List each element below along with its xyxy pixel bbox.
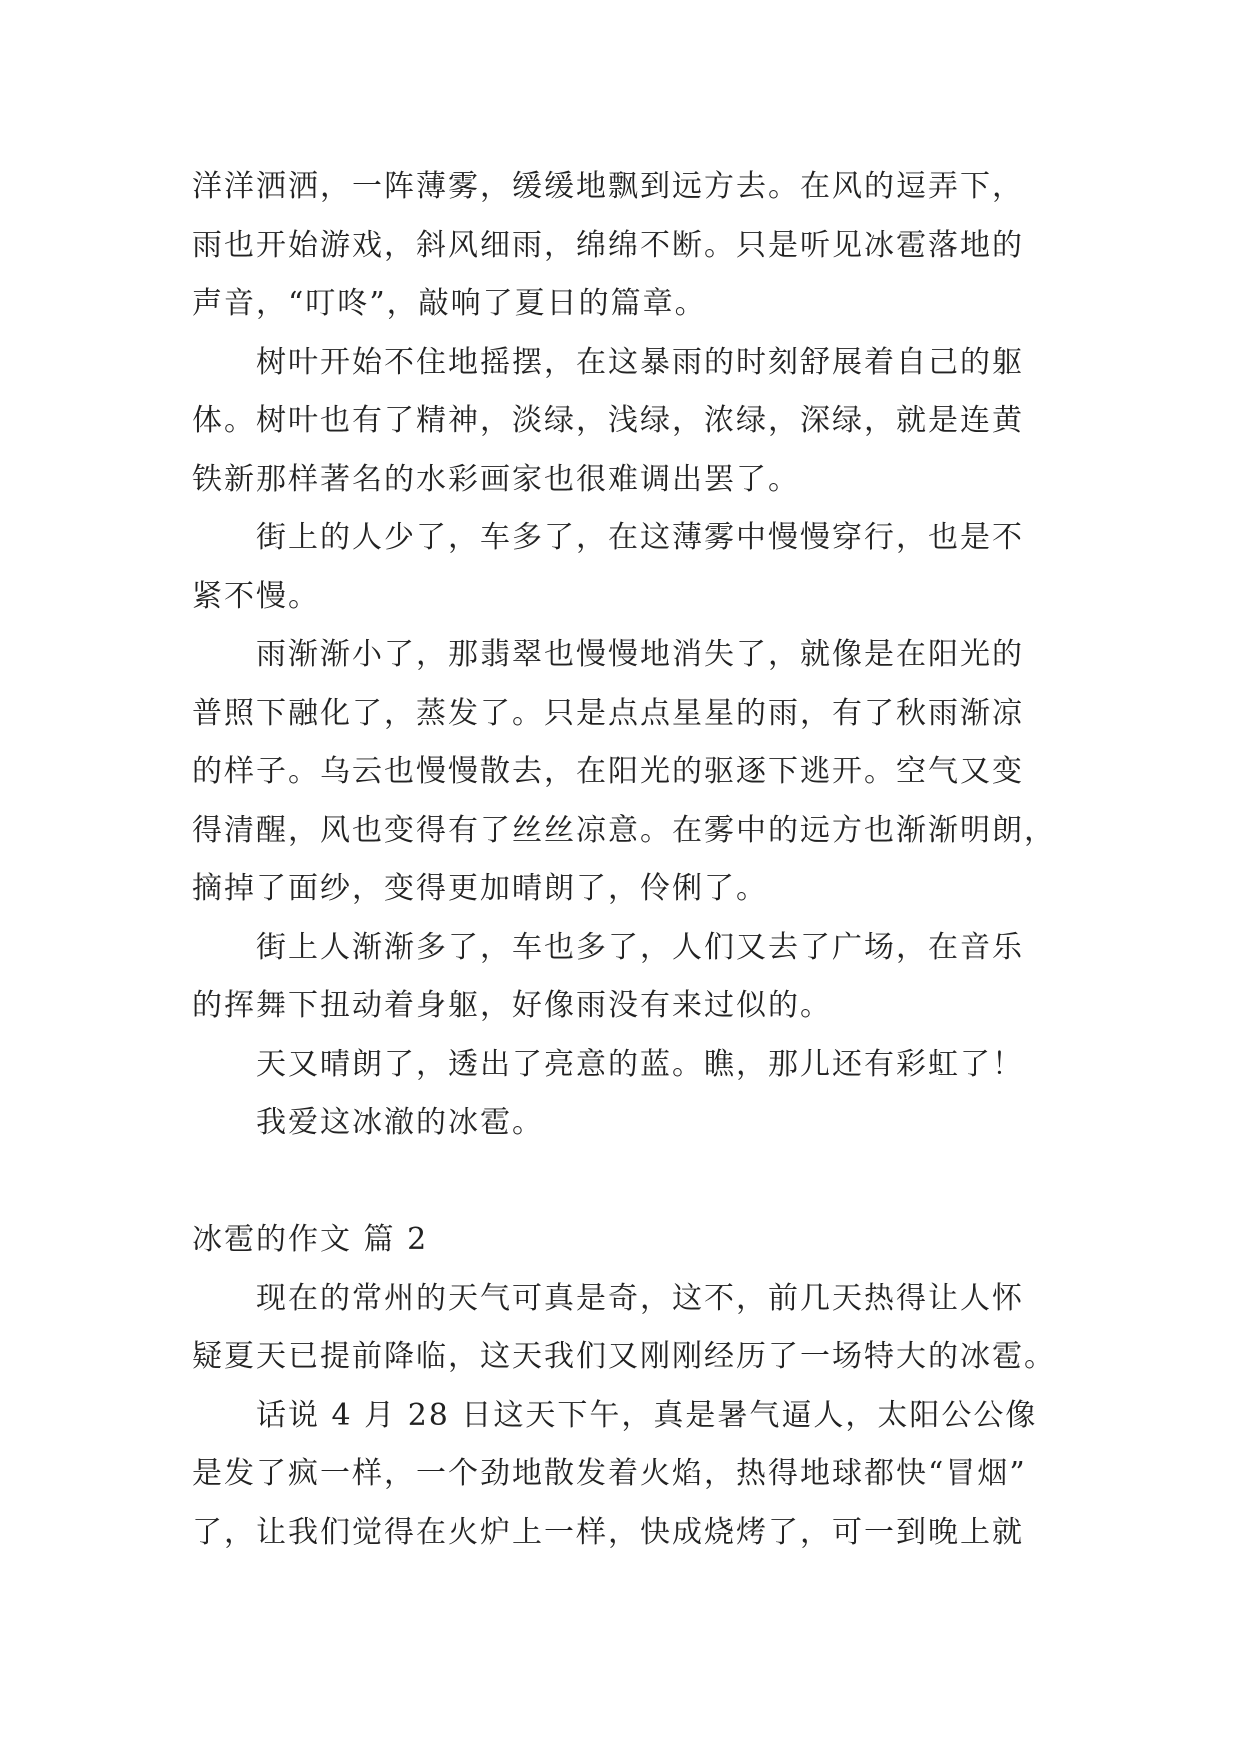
paragraph-line: 疑夏天已提前降临，这天我们又刚刚经历了一场特大的冰雹。: [192, 1339, 1056, 1374]
paragraph-line: 话说 4 月 28 日这天下午，真是暑气逼人，太阳公公像: [256, 1397, 1038, 1433]
paragraph-line: 得清醒，风也变得有了丝丝凉意。在雾中的远方也渐渐明朗，: [192, 812, 1056, 848]
paragraph-line: 街上人渐渐多了，车也多了，人们又去了广场，在音乐: [256, 929, 1024, 965]
section-spacer: [192, 1153, 1072, 1212]
document-body: [192, 158, 1072, 1562]
paragraph-line: 摘掉了面纱，变得更加晴朗了，伶俐了。: [192, 871, 768, 906]
paragraph-line: 雨也开始游戏，斜风细雨，绵绵不断。只是听见冰雹落地的: [192, 227, 1024, 263]
paragraph-line: 体。树叶也有了精神，淡绿，浅绿，浓绿，深绿，就是连黄: [192, 403, 1024, 438]
paragraph-line: 是发了疯一样，一个劲地散发着火焰，热得地球都快“冒烟”: [192, 1456, 1027, 1491]
paragraph-line: 树叶开始不住地摇摆，在这暴雨的时刻舒展着自己的躯: [256, 344, 1024, 380]
paragraph-line: 的挥舞下扭动着身躯，好像雨没有来过似的。: [192, 988, 832, 1023]
section-title: 冰雹的作文 篇 2: [192, 1222, 429, 1257]
paragraph-line: 雨渐渐小了，那翡翠也慢慢地消失了，就像是在阳光的: [256, 637, 1024, 672]
paragraph-line: 了，让我们觉得在火炉上一样，快成烧烤了，可一到晚上就: [192, 1514, 1024, 1550]
paragraph-line: 普照下融化了，蒸发了。只是点点星星的雨，有了秋雨渐凉: [192, 695, 1024, 731]
paragraph-line: 街上的人少了，车多了，在这薄雾中慢慢穿行，也是不: [256, 520, 1024, 555]
paragraph-line: 的样子。乌云也慢慢散去，在阳光的驱逐下逃开。空气又变: [192, 754, 1024, 789]
paragraph-line: 现在的常州的天气可真是奇，这不，前几天热得让人怀: [256, 1280, 1024, 1316]
paragraph-line: 声音，“叮咚”，敲响了夏日的篇章。: [192, 286, 707, 321]
paragraph-line: 天又晴朗了，透出了亮意的蓝。瞧，那儿还有彩虹了！: [256, 1046, 1024, 1082]
paragraph-line: 紧不慢。: [192, 578, 320, 614]
paragraph-line: 我爱这冰澈的冰雹。: [256, 1105, 544, 1140]
paragraph-line: 洋洋洒洒，一阵薄雾，缓缓地飘到远方去。在风的逗弄下，: [192, 169, 1024, 204]
paragraph-line: 铁新那样著名的水彩画家也很难调出罢了。: [192, 461, 800, 497]
